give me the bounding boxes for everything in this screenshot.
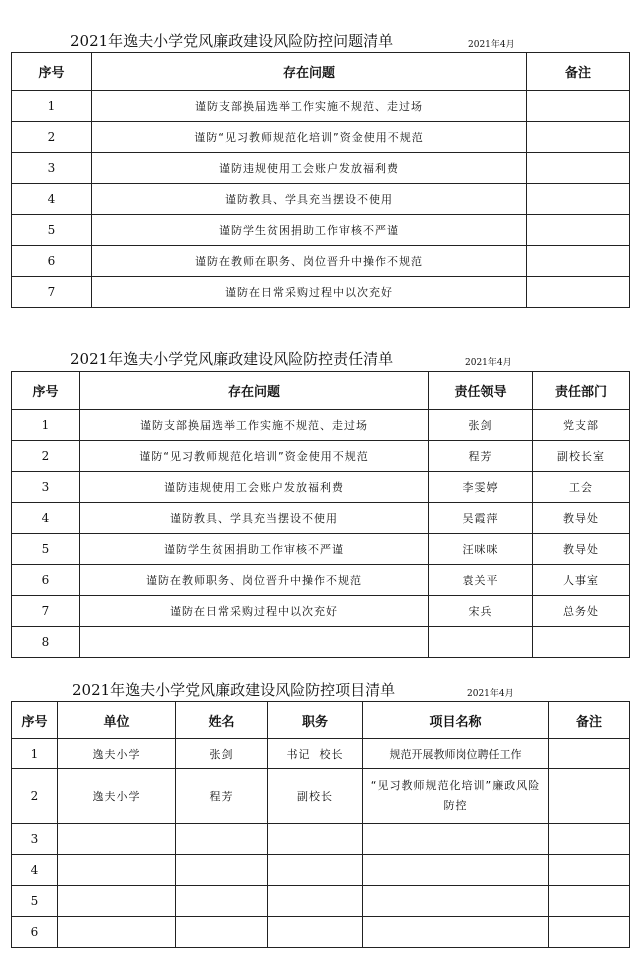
row-no: 4 [12,855,58,886]
row-name [176,886,268,917]
row-issue: 谨防教具、学具充当摆设不使用 [80,503,429,534]
row-note [527,184,630,215]
table-row [12,277,630,308]
row-leader: 张剑 [429,410,533,441]
row-post: 副校长 [268,769,363,824]
row-note [527,122,630,153]
row-note [527,215,630,246]
table-row [12,855,630,886]
header-unit: 单位 [58,702,176,739]
project-list-table [11,701,630,948]
table-header-row [12,53,630,91]
table-row [12,91,630,122]
row-issue: 谨防在教师职务、岗位晋升中操作不规范 [80,565,429,596]
table-row [12,769,630,824]
row-leader [429,627,533,658]
row-project [363,917,549,948]
responsibility-list-title: 2021年逸夫小学党风廉政建设风险防控责任清单 [70,350,394,368]
header-project: 项目名称 [363,702,549,739]
table-row [12,824,630,855]
row-dept: 党支部 [533,410,630,441]
row-note [549,824,630,855]
project-list-title: 2021年逸夫小学党风廉政建设风险防控项目清单 [72,681,396,699]
table-row [12,441,630,472]
row-name [176,824,268,855]
table-header-row [12,702,630,739]
row-no: 8 [12,627,80,658]
header-post: 职务 [268,702,363,739]
row-name [176,917,268,948]
row-project: “见习教师规范化培训”廉政风险防控 [363,769,549,824]
header-dept: 责任部门 [533,372,630,410]
row-leader: 吴霞萍 [429,503,533,534]
row-name: 张剑 [176,739,268,769]
header-note: 备注 [549,702,630,739]
row-project: 规范开展教师岗位聘任工作 [363,739,549,769]
row-name: 程芳 [176,769,268,824]
header-no: 序号 [12,372,80,410]
row-note [527,91,630,122]
row-leader: 袁关平 [429,565,533,596]
row-no: 1 [12,410,80,441]
header-no: 序号 [12,702,58,739]
row-unit [58,824,176,855]
row-issue: 谨防违规使用工会账户发放福利费 [80,472,429,503]
responsibility-list-date: 2021年4月 [465,358,512,368]
row-note [527,277,630,308]
row-leader: 宋兵 [429,596,533,627]
row-no: 1 [12,91,92,122]
responsibility-list-table [11,371,630,658]
row-dept: 总务处 [533,596,630,627]
row-issue: 谨防“见习教师规范化培训”资金使用不规范 [92,122,527,153]
row-issue: 谨防在日常采购过程中以次充好 [80,596,429,627]
row-no: 5 [12,886,58,917]
row-issue: 谨防支部换届选举工作实施不规范、走过场 [80,410,429,441]
row-no: 6 [12,246,92,277]
row-issue: 谨防学生贫困捐助工作审核不严谨 [80,534,429,565]
row-note [549,855,630,886]
table-row [12,184,630,215]
problem-list-title: 2021年逸夫小学党风廉政建设风险防控问题清单 [70,32,394,50]
row-no: 5 [12,215,92,246]
row-no: 2 [12,769,58,824]
row-unit [58,886,176,917]
row-post [268,855,363,886]
row-no: 7 [12,596,80,627]
row-no: 4 [12,184,92,215]
row-dept: 副校长室 [533,441,630,472]
header-issue: 存在问题 [80,372,429,410]
problem-list-date: 2021年4月 [468,40,515,50]
row-no: 2 [12,441,80,472]
table-row [12,534,630,565]
row-no: 3 [12,472,80,503]
table-row [12,565,630,596]
header-leader: 责任领导 [429,372,533,410]
row-note [549,886,630,917]
row-issue [80,627,429,658]
table-row [12,627,630,658]
row-dept: 教导处 [533,503,630,534]
row-leader: 汪咪咪 [429,534,533,565]
table-row [12,153,630,184]
row-dept [533,627,630,658]
row-unit: 逸夫小学 [58,739,176,769]
row-post: 书记 校长 [268,739,363,769]
row-no: 7 [12,277,92,308]
row-issue: 谨防在日常采购过程中以次充好 [92,277,527,308]
row-dept: 人事室 [533,565,630,596]
row-project [363,855,549,886]
row-leader: 李雯婷 [429,472,533,503]
row-no: 3 [12,153,92,184]
row-dept: 教导处 [533,534,630,565]
row-note [549,739,630,769]
row-note [527,246,630,277]
table-row [12,739,630,769]
table-row [12,503,630,534]
row-note [549,917,630,948]
problem-list-table [11,52,630,308]
row-note [549,769,630,824]
row-no: 4 [12,503,80,534]
row-project [363,824,549,855]
header-name: 姓名 [176,702,268,739]
row-issue: 谨防教具、学具充当摆设不使用 [92,184,527,215]
row-post [268,824,363,855]
row-no: 6 [12,917,58,948]
table-header-row [12,372,630,410]
table-row [12,215,630,246]
table-row [12,122,630,153]
row-post [268,917,363,948]
row-post [268,886,363,917]
row-no: 3 [12,824,58,855]
header-issue: 存在问题 [92,53,527,91]
row-issue: 谨防违规使用工会账户发放福利费 [92,153,527,184]
row-issue: 谨防在教师在职务、岗位晋升中操作不规范 [92,246,527,277]
table-row [12,472,630,503]
row-no: 6 [12,565,80,596]
row-project [363,886,549,917]
row-issue: 谨防“见习教师规范化培训”资金使用不规范 [80,441,429,472]
row-unit [58,855,176,886]
header-no: 序号 [12,53,92,91]
table-row [12,410,630,441]
header-note: 备注 [527,53,630,91]
row-no: 1 [12,739,58,769]
table-row [12,917,630,948]
project-list-date: 2021年4月 [467,689,514,699]
row-issue: 谨防支部换届选举工作实施不规范、走过场 [92,91,527,122]
table-row [12,246,630,277]
row-no: 5 [12,534,80,565]
row-issue: 谨防学生贫困捐助工作审核不严谨 [92,215,527,246]
table-row [12,886,630,917]
row-dept: 工会 [533,472,630,503]
row-note [527,153,630,184]
row-unit: 逸夫小学 [58,769,176,824]
row-unit [58,917,176,948]
row-name [176,855,268,886]
row-leader: 程芳 [429,441,533,472]
table-row [12,596,630,627]
row-no: 2 [12,122,92,153]
